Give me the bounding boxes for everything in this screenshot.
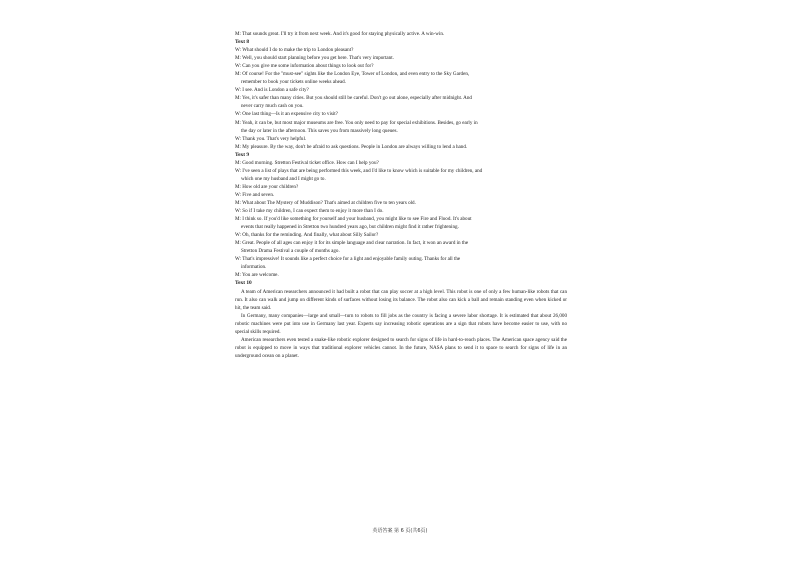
- speech-line: M: Of course! For the "must-see" sights like the London Eye, Tower of London, and even entry to the Sky Garden,: [235, 71, 470, 78]
- speech-continuation: the day or later in the afternoon. This saves you from massively long queues.: [241, 127, 398, 134]
- speech-line: W: I see. And is London a safe city?: [235, 87, 309, 94]
- speech-line: M: Great. People of all ages can enjoy it for its simple language and clear narration. In fact, it won an award in the: [235, 240, 469, 247]
- passage-paragraph: American researchers even tested a snake-like robotic explorer designed to search for signs of life in hard-to-reach places. The American space agency said the robot is equipped to move in ways that traditional explorer vehicles cannot. In the future, NASA plans to send it to space to search for signs of life in an underground ocean on a planet.: [235, 336, 567, 359]
- page-footer: 英语答案 第 6 页(共6页): [372, 528, 428, 534]
- section-heading: Text 10: [235, 280, 252, 287]
- speech-continuation: information.: [241, 264, 267, 271]
- speech-line: W: So if I take my children, I can expect them to enjoy it more than I do.: [235, 208, 384, 215]
- speech-line: W: What should I do to make the trip to London pleasant?: [235, 47, 354, 54]
- speech-line: M: Good morning. Stretton Festival ticket office. How can I help you?: [235, 159, 379, 166]
- speech-line: W: Five and seven.: [235, 191, 275, 198]
- speech-line: W: That's impressive! It sounds like a perfect choice for a light and enjoyable family outing. Thanks for all the: [235, 256, 461, 263]
- section-heading: Text 8: [235, 39, 250, 46]
- speech-line: M: What about The Mystery of Muddison? That's aimed at children five to ten years old.: [235, 199, 416, 206]
- text-10-passage: [235, 288, 567, 360]
- speech-line: M: You are welcome.: [235, 272, 279, 279]
- passage-paragraph: A team of American researchers announced it had built a robot that can play soccer at a high level. This robot is one of only a few human-like robots that can run. It also can walk and jump on different kinds of surfaces without losing its balance. The robot also can kick a ball and remain standing even when kicked or hit, the team said.: [235, 288, 567, 311]
- transcript-lines: [235, 30, 567, 288]
- speech-continuation: Stretton Drama Festival a couple of months ago.: [241, 248, 340, 255]
- speech-line: M: Yes, it's safer than many cities. But you should still be careful. Don't go out alone, especially after midnight. And: [235, 95, 472, 102]
- document-body: [235, 30, 567, 360]
- speech-continuation: never carry much cash on you.: [241, 103, 304, 110]
- speech-line: W: One last thing—Is it an expensive city to visit?: [235, 111, 338, 118]
- speech-line: M: How old are your children?: [235, 183, 299, 190]
- speech-continuation: which one my husband and I might go to.: [241, 175, 326, 182]
- speech-line: M: Well, you should start planning before you get here. That's very important.: [235, 55, 394, 62]
- speech-line: W: Can you give me some information about things to look out for?: [235, 63, 374, 70]
- speech-line: M: My pleasure. By the way, don't be afraid to ask questions. People in London are always willing to lend a hand.: [235, 143, 468, 150]
- speech-line: W: I've seen a list of plays that are being performed this week, and I'd like to know which is suitable for my children, and: [235, 167, 483, 174]
- section-heading: Text 9: [235, 151, 250, 158]
- speech-line: M: That sounds great. I'll try it from next week. And it's good for staying physically active. A win-win.: [235, 31, 445, 37]
- speech-line: M: I think so. If you'd like something for yourself and your husband, you might like to see Fire and Flood. It's about: [235, 216, 472, 223]
- speech-continuation: remember to book your tickets online weeks ahead.: [241, 79, 346, 86]
- speech-line: W: Oh, thanks for the reminding. And finally, what about Silly Sailor?: [235, 232, 379, 239]
- speech-line: W: Thank you. That's very helpful.: [235, 135, 307, 142]
- passage-paragraph: In Germany, many companies—large and small—turn to robots to fill jobs as the country is facing a severe labor shortage. It is estimated that about 26,000 robotic machines were put into use in Germany last year. Experts say increasing robotic operations are a sign that robots have become easier to use, with no special skills required.: [235, 312, 567, 335]
- speech-continuation: events that really happened in Stretton two hundred years ago, but children might find it rather frightening.: [241, 224, 459, 231]
- speech-line: M: Yeah, it can be, but most major museums are free. You only need to pay for special exhibitions. Besides, go early in: [235, 119, 478, 126]
